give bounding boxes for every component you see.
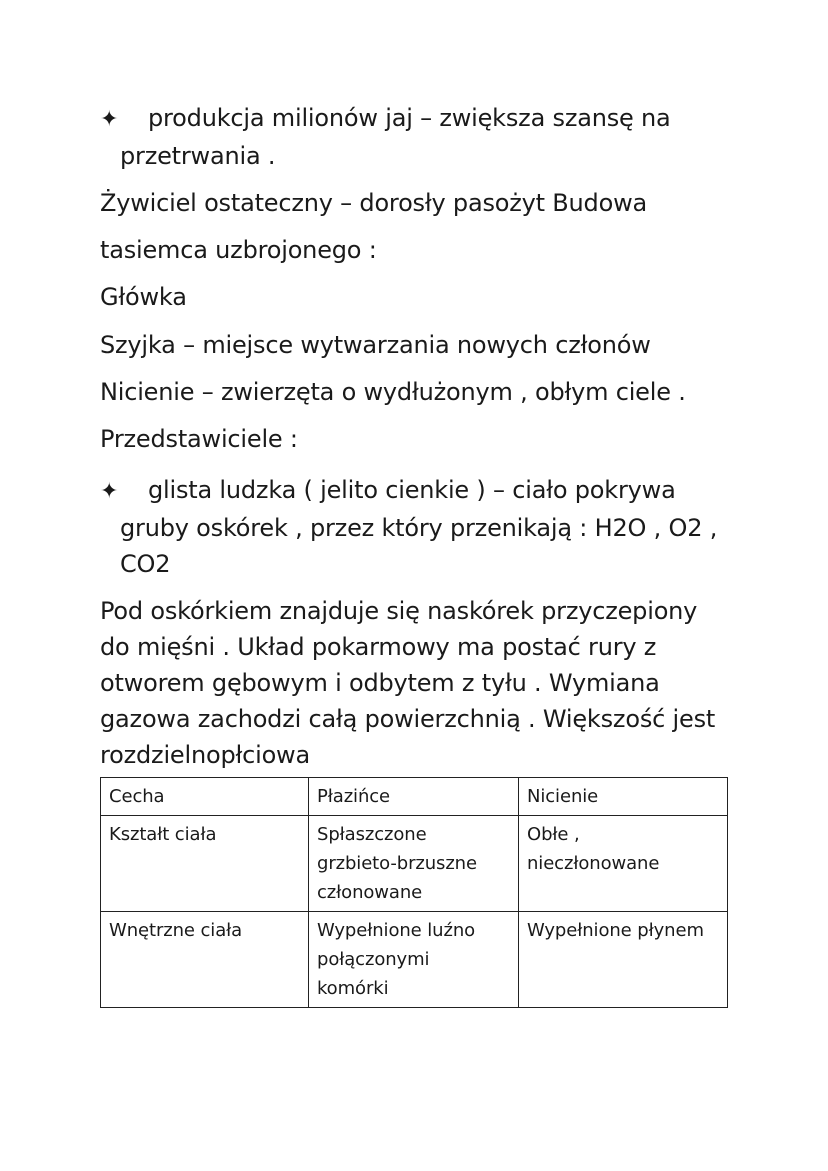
bullet-continuation: CO2 [120,550,171,578]
table-cell [101,912,309,1008]
bullet-item [100,100,671,174]
cell-text: połączonymi [317,949,430,970]
table-header-cell: Płazińce [309,778,519,816]
table-cell [519,816,728,912]
paragraph [100,593,740,773]
star-bullet-icon: ✦ [100,479,119,504]
cell-text: Wnętrzne ciała [109,920,243,941]
text-line: Szyjka – miejsce wytwarzania nowych członów [100,331,651,359]
table-cell [309,912,519,1008]
table-row [101,912,728,1008]
paragraph-line: rozdzielnopłciowa [100,741,310,769]
table-cell [519,912,728,1008]
cell-text: Spłaszczone [317,824,427,845]
table-header-cell: Nicienie [519,778,728,816]
star-bullet-icon: ✦ [100,107,119,132]
table-header-row [101,778,728,816]
bullet-continuation: przetrwania . [120,142,276,170]
text-line: Przedstawiciele : [100,425,298,453]
text-line: Główka [100,283,187,311]
text-line: tasiemca uzbrojonego : [100,236,377,264]
text-line: Żywiciel ostateczny – dorosły pasożyt Budowa [100,189,648,217]
bullet-continuation: gruby oskórek , przez który przenikają : H2O , O2 , [120,514,718,542]
cell-text: Obłe , [527,824,580,845]
bullet-text: glista ludzka ( jelito cienkie ) – ciało pokrywa [148,476,676,504]
bullet-item [100,472,717,582]
table-cell [101,816,309,912]
paragraph-line: Pod oskórkiem znajduje się naskórek przyczepiony [100,597,698,625]
cell-text: Kształt ciała [109,824,217,845]
table-cell [309,816,519,912]
cell-text: grzbieto-brzuszne [317,853,477,874]
bullet-text: produkcja milionów jaj – zwiększa szansę na [148,104,671,132]
paragraph-line: otworem gębowym i odbytem z tyłu . Wymiana [100,669,660,697]
cell-text: komórki [317,978,389,999]
cell-text: członowane [317,882,423,903]
table-header-cell: Cecha [101,778,309,816]
table-row [101,816,728,912]
cell-text: Wypełnione płynem [527,920,704,941]
paragraph-line: gazowa zachodzi całą powierzchnią . Większość jest [100,705,716,733]
text-line: Nicienie – zwierzęta o wydłużonym , obłym ciele . [100,378,686,406]
comparison-table [100,777,728,1008]
cell-text: Wypełnione luźno [317,920,476,941]
paragraph-line: do mięśni . Układ pokarmowy ma postać rury z [100,633,657,661]
cell-text: nieczłonowane [527,853,660,874]
